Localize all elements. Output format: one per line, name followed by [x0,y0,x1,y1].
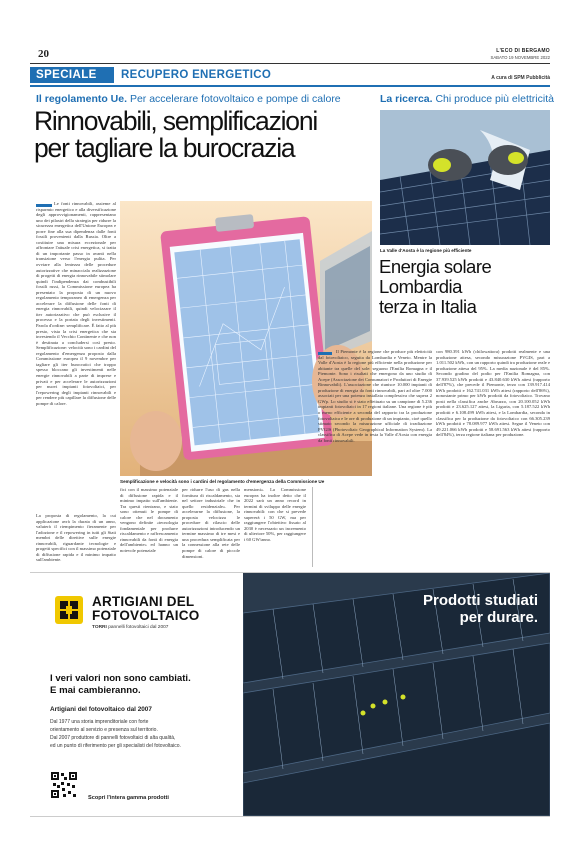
side-photo [380,110,550,245]
ad-qr-code[interactable] [50,771,78,799]
side-kicker-bold: La ricerca. [380,93,433,105]
side-kicker-rest: Chi produce più elettricità [435,93,554,105]
ad-cta[interactable]: Scopri l'intera gamma prodotti [88,795,169,801]
main-article-col1: Le fonti rinnovabili, assieme al risparmio energetico e alla diversificazione degli approvvigionamenti, rappresentano uno dei pilastri della strategia per ridurre la sicurezza energetica dell'Unione Europea e porre fine alla sua dipendenza dalle fonti fossili provenienti dalla Russia. Oltre a costituire una misura eccezionale per affrontare l'attuale crisi energetica, si tratta di un importante passo in avanti nella transizione verso l'energia pulita. Per ovviare alla lentezza delle procedure autorizzative che minacciala realizzazione di progetti di energia rinnovabile stimolare quindi l'indipendenza dai combustibili fossili russi, la Commissione europea ha presentato la proposta di un nuovo regolamento temporaneo di emergenza per accelerare la diffusione delle fonti di energia rinnovabili, quindi velocizzare il iter autorizzativo che può esclusive il processo e la portata degli investimenti. Parola d'ordine: semplificare. È fatto al più presto, vista la crisi energetica che sta investendo il Vecchio Continente e che non è destinata a concludersi così presto. Semplificazione: velocità sono i cardini del regolamento d'emergenza proposto dalla Commissione europea il 9 novembre per tagliare gli iter burocratici che troppo spesso bloccano gli investimenti nelle energie rinnovabili a parte di imprese e privati e per accelerare le autorizzazioni per nuovi impianti fotovoltaici, per l'repowering degli impianti rinnovabili e per rendere più capillare la diffusione delle pompe di calore. [36,201,116,406]
ad-slogan [50,673,191,697]
main-article-col1b: La proposta di regolamento, la cui applicazione avrà la durata di un anno, valuterà il riempimento fieramente per l'adozione e il repowering in tutti gli Stati membri delle direttive sulle energie rinnovabili, riguardante tecnologie e progetti specifici con il massimo potenziale di diffusione rapida e il minimo impatto sull'ambiente. [36,513,116,563]
main-kicker [36,93,341,105]
ad-body-line3: Dal 2007 produttore di pannelli fotovoltaici di alta qualità, [50,735,176,741]
main-headline-line1: Rinnovabili, semplificazioni [34,106,318,136]
side-kicker [380,93,554,105]
main-kicker-bold: Il regolamento Ue. [36,93,128,105]
torri-logo-icon [54,595,84,625]
ad-body-line4: ed un punto di riferimento per gli specialisti del fotovoltaico. [50,743,181,749]
main-article-col2: fici con il massimo potenziale di diffusione rapida e il minimo impatto sull'ambiente. Tra questi rientrano, e stato sono ottenuti le pompe di calore che nel documento vengono definite «tecnologia fondamentale per produrre riscaldamento e raffrescamento rinnovabili da fonti di energia dell'ambiente» ed hanno un notevole potenziale [120,487,178,554]
main-headline-line2: per tagliare la burocrazia [34,133,295,163]
ad-brand-line2: FOTOVOLTAICO [92,608,200,623]
main-col4-rule [312,487,313,567]
ad-brand-line1: ARTIGIANI DEL [92,594,195,609]
ad-bottom-rule [30,816,550,817]
ad-body-line1: Dal 1977 una storia imprenditoriale con forte [50,719,149,725]
ad-slogan-line1: I veri valori non sono cambiati. [50,673,191,684]
ad-brand-sub [92,625,168,630]
ad-photo-text [360,592,538,626]
section-rule [30,85,550,87]
main-headline [34,108,317,162]
main-article-col4: mensioni». La Commissione europea ha inoltre detto che il 2022 sarà un anno record in termini di sviluppo delle energie rinnovabili: con che si prevede supererà i 50 GW, ma per raggiungere l'obiettivo fissato al 2030 è necessario un incremento di ulteriore 50%, per raggiungere i 60 GW/anno. [244,487,306,542]
main-kicker-rest: Per accelerare fotovoltaico e pompe di calore [129,93,341,105]
section-tag-label: SPECIALE [36,69,97,81]
solar-panel-worker-illustration [380,110,550,245]
side-headline-line1: Energia solare [379,256,492,277]
ad-photo-text-line1: Prodotti studiati [423,592,538,609]
issue-date: SABATO 19 NOVEMBRE 2022 [490,55,550,60]
ad-body-line2: orientamento al servizio e presenza sul territorio. [50,727,158,733]
page-number: 20 [38,48,49,60]
side-article-col1: Il Piemonte è la regione che produce più elettricità dal fotovoltaico, seguita da Lombardia e Veneto. Mentre la Valle d'Aosta è la regione più efficiente nella produzione per abitante tra quelle del sole: seguono l'Emilia Romagna e il Piemonte. Sono i risultati che emergono da uno studio di Acepe (Associazione dei Consumatori e Produttori di Energie Rinnovabili). L'associazione che riunisce 10.000 impianti di produzione di energia da fonti rinnovabili, pari ad oltre 7.000 associati per una potenza installata complessiva che supera 2 GWp. Lo studio si è stato effettuato su un campione di 5.236 impianti fotovoltaici in 17 regioni italiane. Una regione è più o meno efficiente a seconda del rapporto tra la produzione fotovoltaica e le ore di produzione di un impianto, cioè quello stimato secondo la misurazione ufficiale di irradiazione PVGIS (Photovoltaic Geographical Information System). La classifica di Acepe vede in testa la Valle d'Aosta con energia da fonti rinnovabili. [318,349,432,443]
header-rule [30,63,550,64]
ad-brand [92,595,199,623]
side-headline-line3: terza in Italia [379,296,477,317]
side-headline [379,257,491,317]
ad-subtitle: Artigiani del fotovoltaico dal 2007 [50,706,152,713]
main-article-col3: per ridurre l'uso di gas nella fornitura di riscaldamento, sia nel settore industriale che in quello residenziale». Per accelerarne la diffusione, la proposta velocizza le procedure di rilascio delle autorizzazioni introducendo un termine massimo di tre mesi e una procedura semplificata per la connessione alla rete delle pompe di calore di piccole dimensioni. [182,487,240,559]
ad-logo-mark [54,595,84,625]
main-photo-caption: Semplificazione e velocità sono i cardini del regolamento d'emergenza della Commissione Ue [120,479,325,484]
ad-body [50,718,181,750]
ad-photo-text-line2: per durare. [459,609,538,626]
qr-code-icon [50,771,78,799]
section-title: RECUPERO ENERGETICO [121,69,272,81]
ad-brand-sub-bold: TORRI [92,625,107,630]
side-article-col2: con 980.391 kWh (chilowattora) prodotti realmente e una produzione attesa, secondo misurazione PVGIS, pari a 1.011.502 kWh, con un rapporto quindi tra produzione reale e produzione attesa del 95%. La media nazionale è del 85%. Secondo gradino del podio per l'Emilia Romagna, con 37.939.525 kWh prodotti e 43.840.630 kWh attesi (rapporto dell'87%), che precede il Piemonte, terzo con 139.917.414 kWh prodotti e 162.741.031 kWh attesi (rapporto dell'86%), nonostante primo per kWh prodotti da fotovoltaico. Trovano posti nella classifica anche Abruzzo, con 20.100.052 kWh prodotti e 23.625.127 attesi, la Liguria, con 5.187.522 kWh prodotti e 6.108.499 kWh attesi, e la Lombardia, seconda in classifica per la produzione da fotovoltaico con 66.305.239 kWh prodotti e 78.089.977 kWh attesi. Segue il Veneto con 49.221.066 kWh prodotti e 58.691.563 kWh attesi (rapporto dell'84%), terza regione italiana per produzione. [436,349,550,438]
section-credit: A cura di SPM Pubblicità [491,75,550,81]
side-photo-caption: La Valle d'Aosta è la regione più efficiente [380,248,472,253]
side-headline-line2: Lombardia [379,276,462,297]
ad-slogan-line2: E mai cambieranno. [50,685,141,696]
ad-brand-sub-text: pannelli fotovoltaici dal 2007 [108,625,169,630]
newspaper-name: L'ECO DI BERGAMO [496,48,550,54]
